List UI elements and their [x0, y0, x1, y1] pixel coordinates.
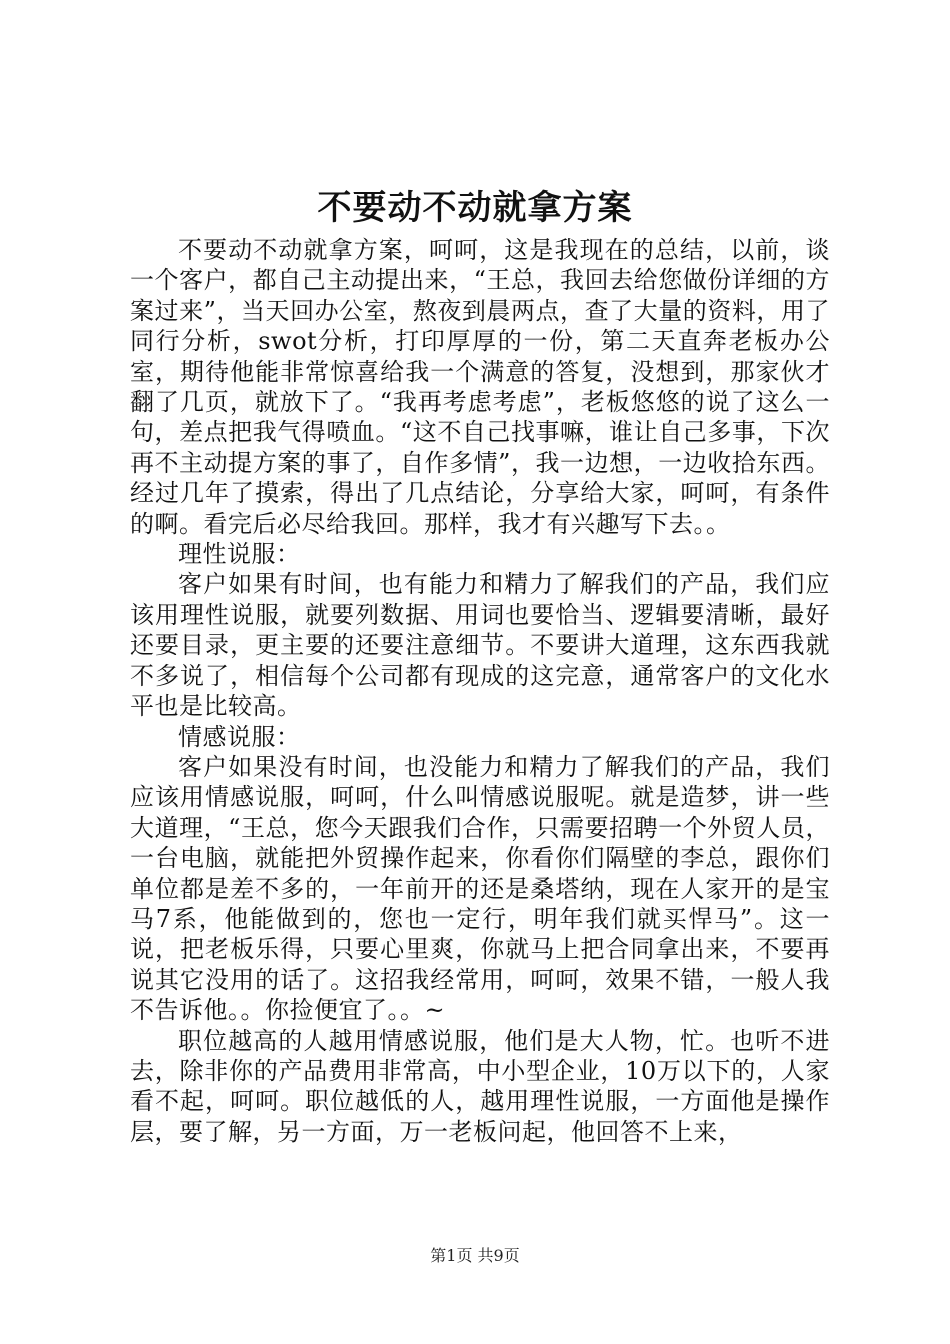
paragraph-intro: 不要动不动就拿方案，呵呵，这是我现在的总结，以前，谈一个客户，都自己主动提出来，“王总，我回去给您做份详细的方案过来”，当天回办公室，熬夜到晨两点，查了大量的资料，用了同行分析，swot分析，打印厚厚的一份，第二天直奔老板办公室，期待他能非常惊喜给我一个满意的答复，没想到，那家伙才翻了几页，就放下了。“我再考虑考虑”，老板悠悠的说了这么一句，差点把我气得喷血。“这不自己找事嘛，谁让自己多事，下次再不主动提方案的事了，自作多情”，我一边想，一边收拾东西。经过几年了摸索，得出了几点结论，分享给大家，呵呵，有条件的啊。看完后必尽给我回。那样，我才有兴趣写下去。。 [130, 236, 830, 538]
page-footer: 第1页 共9页 [430, 1246, 520, 1265]
paragraph-emotional-heading: 情感说服： [178, 722, 301, 751]
paragraph-rational-body: 客户如果有时间，也有能力和精力了解我们的产品，我们应该用理性说服，就要列数据、用词也要恰当、逻辑要清晰，最好还要目录，更主要的还要注意细节。不要讲大道理，这东西我就不多说了，相信每个公司都有现成的这完意，通常客户的文化水平也是比较高。 [130, 570, 830, 721]
paragraph-rational-heading: 理性说服： [178, 540, 301, 569]
document-title: 不要动不动就拿方案 [317, 188, 633, 228]
document-body [130, 235, 830, 1147]
paragraph-emotional-body: 客户如果没有时间，也没能力和精力了解我们的产品，我们应该用情感说服，呵呵，什么叫情感说服呢。就是造梦，讲一些大道理，“王总，您今天跟我们合作，只需要招聘一个外贸人员，一台电脑，就能把外贸操作起来，你看你们隔壁的李总，跟你们单位都是差不多的，一年前开的还是桑塔纳，现在人家开的是宝马7系，他能做到的，您也一定行，明年我们就买悍马”。这一说，把老板乐得，只要心里爽，你就马上把合同拿出来，不要再说其它没用的话了。这招我经常用，呵呵，效果不错，一般人我不告诉他。。你捡便宜了。。~ [130, 752, 830, 1025]
paragraph-position: 职位越高的人越用情感说服，他们是大人物，忙。也听不进去，除非你的产品费用非常高，中小型企业，10万以下的，人家看不起，呵呵。职位越低的人，越用理性说服，一方面他是操作层，要了解，另一方面，万一老板问起，他回答不上来， [130, 1026, 830, 1146]
